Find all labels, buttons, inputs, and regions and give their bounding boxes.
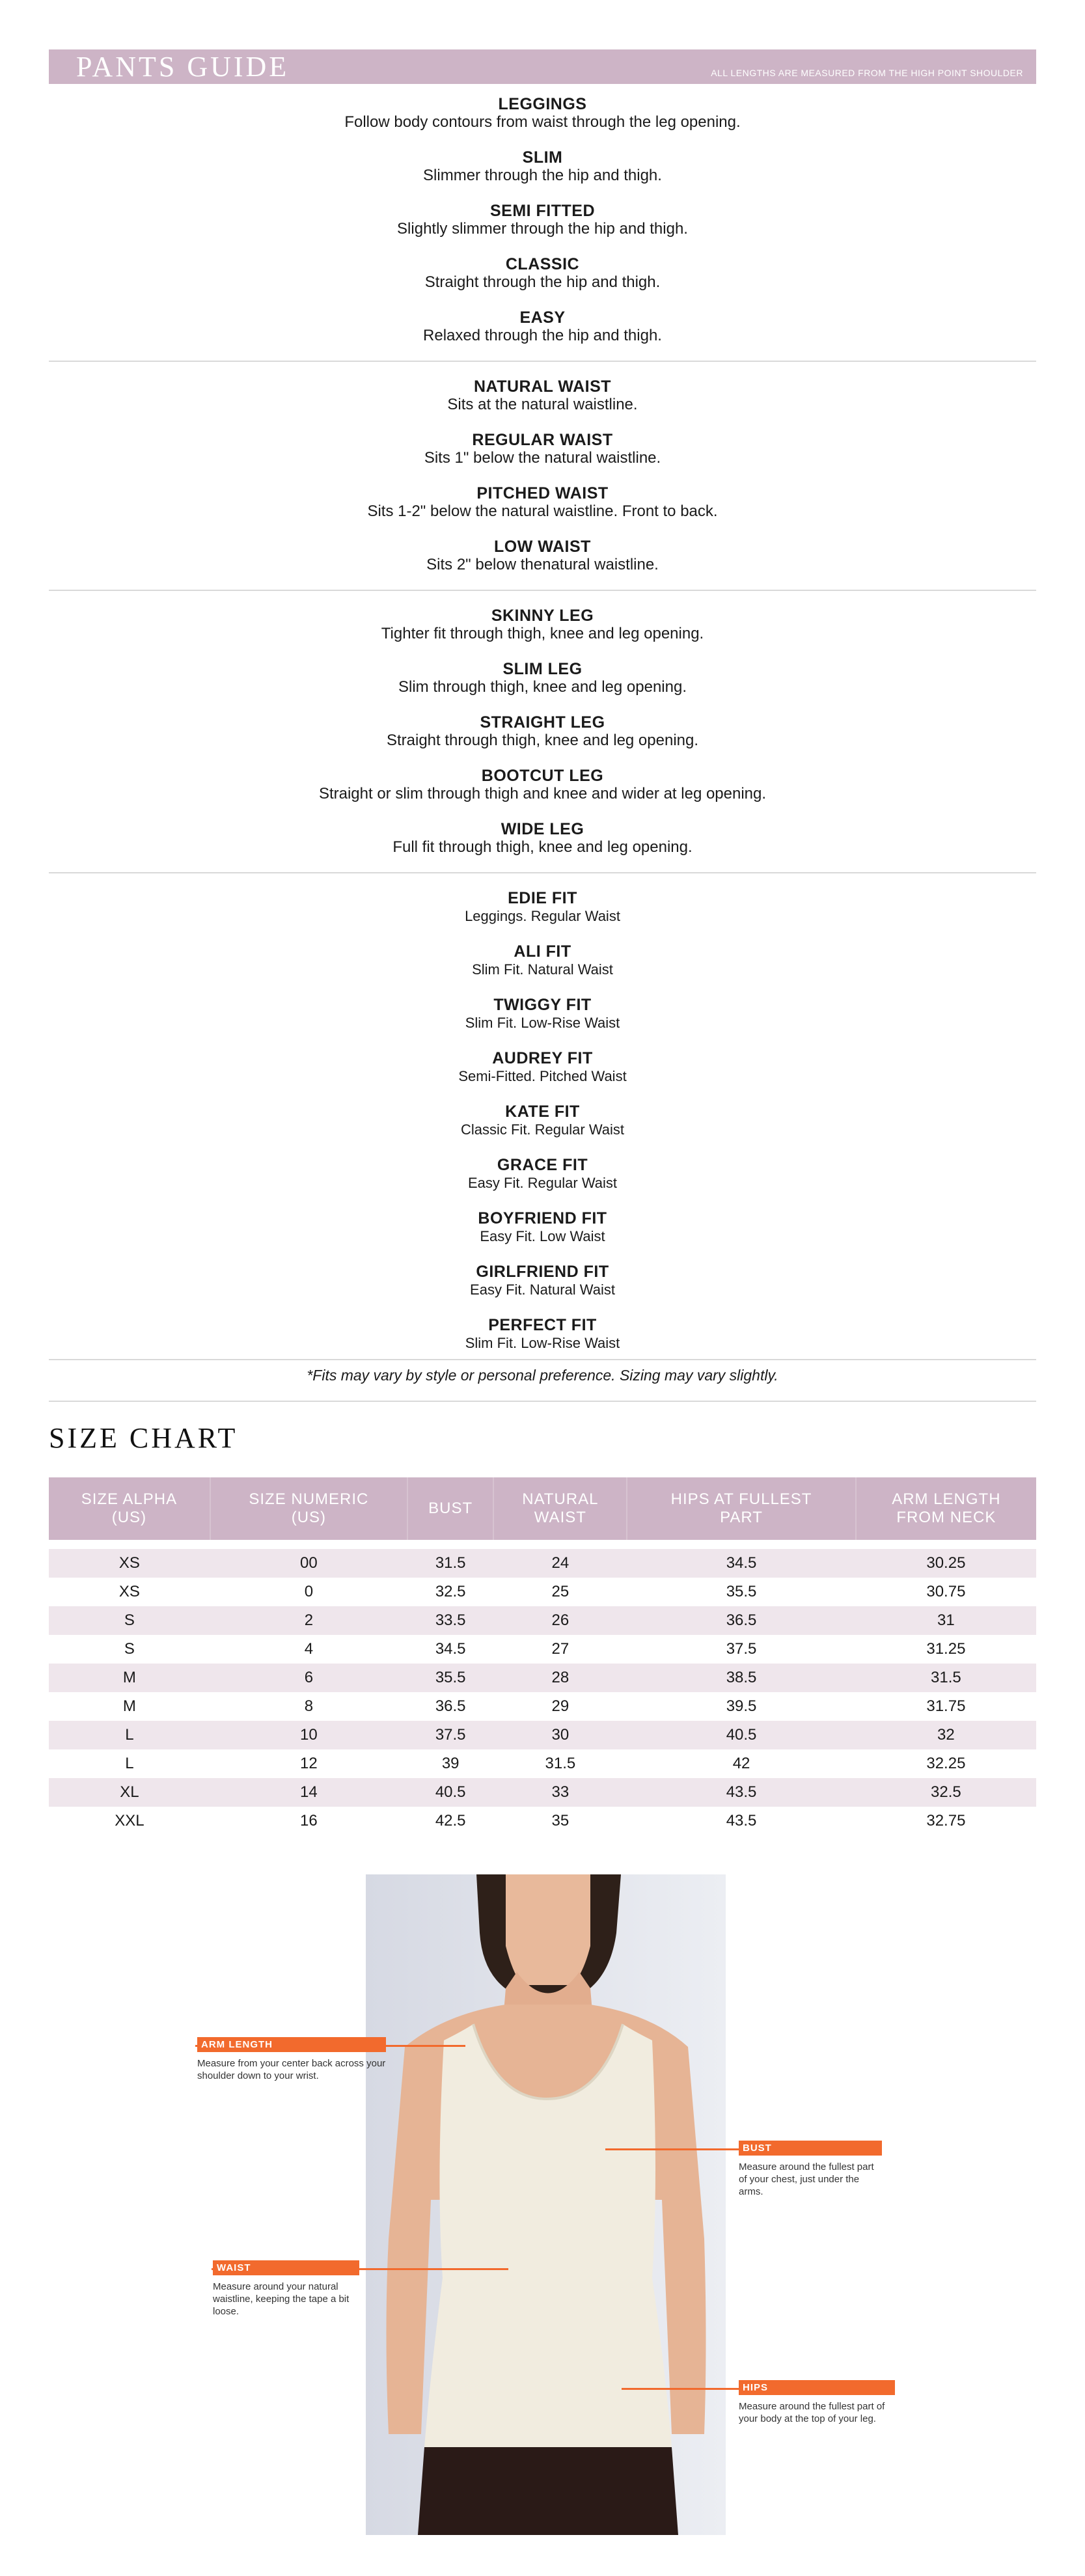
leg-name: STRAIGHT LEG (480, 713, 605, 732)
leg-name: SKINNY LEG (491, 607, 594, 625)
waist-name: NATURAL WAIST (473, 377, 612, 396)
named-fit-item (49, 883, 1036, 936)
table-row (49, 1692, 1036, 1721)
cell-bust: 34.5 (407, 1635, 493, 1664)
column-header-size-numeric: SIZE NUMERIC (US) (210, 1477, 407, 1540)
named-fit-name: TWIGGY FIT (493, 996, 592, 1014)
column-header-hips: HIPS AT FULLEST PART (627, 1477, 855, 1540)
fit-style-desc: Follow body contours from waist through the leg opening. (344, 113, 741, 131)
hips-text: Measure around the fullest part of your body at the top of your leg. (739, 2401, 885, 2424)
table-row (49, 1778, 1036, 1807)
column-header-natural-waist: NATURAL WAIST (493, 1477, 627, 1540)
cell-arm-length: 31 (856, 1606, 1036, 1635)
hips-label: HIPS (739, 2380, 895, 2395)
named-fits-section (49, 883, 1036, 1363)
named-fit-desc: Leggings. Regular Waist (465, 908, 620, 924)
arm-length-callout (197, 2037, 386, 2082)
table-row (49, 1606, 1036, 1635)
leg-name: SLIM LEG (502, 660, 583, 678)
cell-hips: 43.5 (627, 1807, 855, 1835)
section-divider (49, 872, 1036, 873)
fit-style-name: LEGGINGS (498, 95, 587, 113)
leg-desc: Straight through thigh, knee and leg opening. (386, 732, 699, 749)
cell-arm-length: 30.75 (856, 1578, 1036, 1606)
named-fit-desc: Slim Fit. Low-Rise Waist (465, 1015, 620, 1031)
cell-size-alpha: L (49, 1721, 210, 1749)
waist-item (49, 424, 1036, 478)
cell-hips: 35.5 (627, 1578, 855, 1606)
named-fit-item (49, 1096, 1036, 1149)
named-fit-desc: Easy Fit. Regular Waist (467, 1175, 618, 1191)
pants-guide-header (49, 49, 1036, 84)
cell-arm-length: 31.25 (856, 1635, 1036, 1664)
leg-desc: Full fit through thigh, knee and leg opening. (392, 838, 693, 856)
size-chart-title: SIZE CHART (49, 1422, 238, 1454)
cell-hips: 34.5 (627, 1549, 855, 1578)
cell-bust: 32.5 (407, 1578, 493, 1606)
section-divider (49, 1401, 1036, 1402)
leg-desc: Slim through thigh, knee and leg opening. (398, 678, 687, 696)
cell-natural-waist: 30 (493, 1721, 627, 1749)
leg-item (49, 760, 1036, 814)
leg-section (49, 600, 1036, 867)
hips-callout (739, 2380, 895, 2425)
arm-length-label: ARM LENGTH (197, 2037, 386, 2052)
cell-size-numeric: 16 (210, 1807, 407, 1835)
leg-item (49, 653, 1036, 707)
fit-style-desc: Slightly slimmer through the hip and thigh. (397, 220, 688, 238)
fit-styles-section (49, 89, 1036, 355)
model-photo (366, 1874, 726, 2535)
cell-size-numeric: 12 (210, 1749, 407, 1778)
section-divider (49, 361, 1036, 362)
fit-style-name: SEMI FITTED (489, 202, 596, 220)
cell-bust: 31.5 (407, 1549, 493, 1578)
named-fit-item (49, 1203, 1036, 1256)
table-row (49, 1749, 1036, 1778)
cell-size-alpha: XS (49, 1549, 210, 1578)
waist-item (49, 478, 1036, 531)
cell-natural-waist: 33 (493, 1778, 627, 1807)
waist-desc: Sits 1-2" below the natural waistline. Front to back. (367, 502, 718, 520)
named-fit-desc: Easy Fit. Low Waist (480, 1228, 605, 1244)
column-header-bust: BUST (407, 1477, 493, 1540)
leg-desc: Tighter fit through thigh, knee and leg opening. (381, 625, 704, 642)
cell-arm-length: 32.5 (856, 1778, 1036, 1807)
cell-size-numeric: 00 (210, 1549, 407, 1578)
fit-style-desc: Straight through the hip and thigh. (424, 273, 661, 291)
named-fit-name: AUDREY FIT (492, 1049, 593, 1067)
table-row (49, 1578, 1036, 1606)
leg-item (49, 600, 1036, 653)
fit-disclaimer: *Fits may vary by style or personal preference. Sizing may vary slightly. (307, 1367, 778, 1384)
leg-item (49, 707, 1036, 760)
named-fit-name: GRACE FIT (497, 1156, 588, 1174)
cell-size-numeric: 8 (210, 1692, 407, 1721)
named-fit-item (49, 989, 1036, 1043)
section-divider (49, 1359, 1036, 1360)
table-header-row (49, 1477, 1036, 1540)
fit-style-item (49, 89, 1036, 142)
cell-bust: 39 (407, 1749, 493, 1778)
model-illustration (366, 1874, 726, 2535)
measurement-note: ALL LENGTHS ARE MEASURED FROM THE HIGH POINT SHOULDER (711, 68, 1023, 78)
size-chart-table (49, 1477, 1036, 1835)
cell-natural-waist: 26 (493, 1606, 627, 1635)
named-fit-name: GIRLFRIEND FIT (476, 1263, 609, 1281)
cell-hips: 42 (627, 1749, 855, 1778)
cell-natural-waist: 28 (493, 1664, 627, 1692)
fit-style-name: EASY (519, 308, 566, 327)
leg-item (49, 814, 1036, 867)
waist-desc: Sits 2" below thenatural waistline. (426, 556, 659, 573)
cell-bust: 36.5 (407, 1692, 493, 1721)
leg-name: WIDE LEG (501, 820, 584, 838)
table-row (49, 1807, 1036, 1835)
fit-style-name: SLIM (522, 148, 563, 167)
cell-bust: 40.5 (407, 1778, 493, 1807)
named-fit-desc: Classic Fit. Regular Waist (460, 1121, 624, 1138)
waist-name: REGULAR WAIST (472, 431, 613, 449)
pants-guide-title: PANTS GUIDE (76, 51, 290, 83)
cell-size-numeric: 6 (210, 1664, 407, 1692)
cell-hips: 38.5 (627, 1664, 855, 1692)
named-fit-desc: Semi-Fitted. Pitched Waist (458, 1068, 627, 1084)
named-fit-name: KATE FIT (505, 1103, 580, 1121)
cell-size-numeric: 2 (210, 1606, 407, 1635)
table-row (49, 1664, 1036, 1692)
cell-hips: 43.5 (627, 1778, 855, 1807)
cell-size-numeric: 10 (210, 1721, 407, 1749)
cell-size-numeric: 4 (210, 1635, 407, 1664)
cell-arm-length: 30.25 (856, 1549, 1036, 1578)
cell-hips: 37.5 (627, 1635, 855, 1664)
cell-natural-waist: 27 (493, 1635, 627, 1664)
waist-item (49, 531, 1036, 584)
cell-size-alpha: S (49, 1635, 210, 1664)
cell-size-alpha: S (49, 1606, 210, 1635)
named-fit-name: ALI FIT (514, 942, 571, 961)
named-fit-desc: Slim Fit. Low-Rise Waist (465, 1335, 620, 1351)
waist-name: PITCHED WAIST (476, 484, 609, 502)
cell-bust: 42.5 (407, 1807, 493, 1835)
cell-arm-length: 31.5 (856, 1664, 1036, 1692)
waist-desc: Sits 1" below the natural waistline. (424, 449, 661, 467)
fit-style-item (49, 142, 1036, 195)
bust-label: BUST (739, 2141, 882, 2156)
cell-size-alpha: XXL (49, 1807, 210, 1835)
cell-size-alpha: XL (49, 1778, 210, 1807)
table-spacer (49, 1540, 1036, 1549)
cell-natural-waist: 35 (493, 1807, 627, 1835)
cell-bust: 35.5 (407, 1664, 493, 1692)
cell-hips: 40.5 (627, 1721, 855, 1749)
cell-arm-length: 32.25 (856, 1749, 1036, 1778)
fit-style-item (49, 302, 1036, 355)
named-fit-item (49, 1309, 1036, 1363)
measurement-figure (49, 1874, 1036, 2538)
waist-callout (213, 2260, 359, 2318)
cell-size-alpha: XS (49, 1578, 210, 1606)
named-fit-item (49, 1043, 1036, 1096)
arm-length-text: Measure from your center back across your shoulder down to your wrist. (197, 2058, 386, 2081)
table-row (49, 1721, 1036, 1749)
cell-size-numeric: 0 (210, 1578, 407, 1606)
named-fit-item (49, 1256, 1036, 1309)
waist-label: WAIST (213, 2260, 359, 2275)
cell-hips: 36.5 (627, 1606, 855, 1635)
cell-bust: 37.5 (407, 1721, 493, 1749)
bust-callout (739, 2141, 882, 2198)
cell-natural-waist: 24 (493, 1549, 627, 1578)
waist-name: LOW WAIST (494, 538, 591, 556)
named-fit-item (49, 936, 1036, 989)
cell-natural-waist: 31.5 (493, 1749, 627, 1778)
cell-natural-waist: 25 (493, 1578, 627, 1606)
fit-style-name: CLASSIC (505, 255, 580, 273)
column-header-size-alpha: SIZE ALPHA (US) (49, 1477, 210, 1540)
cell-size-alpha: M (49, 1692, 210, 1721)
named-fit-name: BOYFRIEND FIT (478, 1209, 607, 1227)
column-header-arm-length: ARM LENGTH FROM NECK (856, 1477, 1036, 1540)
cell-size-numeric: 14 (210, 1778, 407, 1807)
cell-bust: 33.5 (407, 1606, 493, 1635)
leg-name: BOOTCUT LEG (481, 767, 604, 785)
fit-style-desc: Relaxed through the hip and thigh. (423, 327, 662, 344)
cell-natural-waist: 29 (493, 1692, 627, 1721)
fit-style-item (49, 249, 1036, 302)
waist-item (49, 371, 1036, 424)
cell-size-alpha: M (49, 1664, 210, 1692)
cell-arm-length: 31.75 (856, 1692, 1036, 1721)
cell-hips: 39.5 (627, 1692, 855, 1721)
section-divider (49, 590, 1036, 591)
fit-style-item (49, 195, 1036, 249)
table-row (49, 1635, 1036, 1664)
bust-text: Measure around the fullest part of your chest, just under the arms. (739, 2161, 874, 2197)
named-fit-name: PERFECT FIT (488, 1316, 597, 1334)
table-row (49, 1549, 1036, 1578)
waist-section (49, 371, 1036, 584)
named-fit-item (49, 1149, 1036, 1203)
fit-style-desc: Slimmer through the hip and thigh. (423, 167, 662, 184)
waist-desc: Sits at the natural waistline. (447, 396, 638, 413)
named-fit-desc: Slim Fit. Natural Waist (472, 961, 613, 978)
named-fit-desc: Easy Fit. Natural Waist (470, 1281, 615, 1298)
cell-size-alpha: L (49, 1749, 210, 1778)
named-fit-name: EDIE FIT (508, 889, 577, 907)
cell-arm-length: 32 (856, 1721, 1036, 1749)
waist-text: Measure around your natural waistline, keeping the tape a bit loose. (213, 2281, 350, 2317)
cell-arm-length: 32.75 (856, 1807, 1036, 1835)
leg-desc: Straight or slim through thigh and knee and wider at leg opening. (318, 785, 767, 802)
